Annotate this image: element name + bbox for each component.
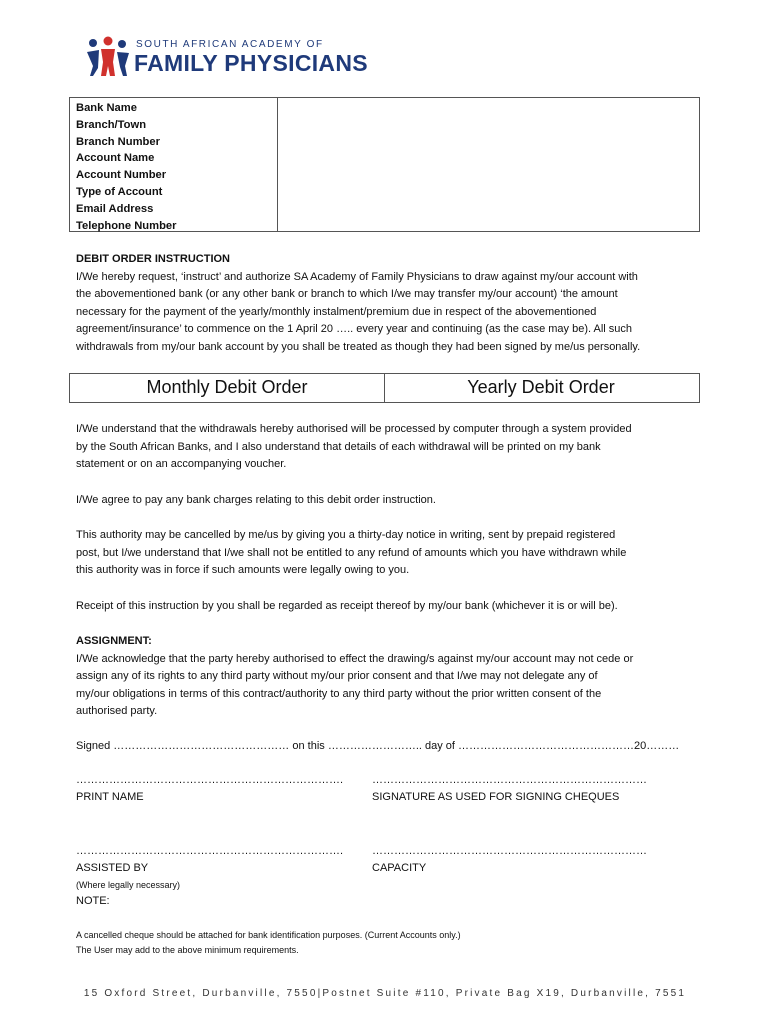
logo-title: FAMILY PHYSICIANS xyxy=(134,50,368,76)
assisted-by-label: ASSISTED BY xyxy=(76,862,149,874)
assignment-line: I/We acknowledge that the party hereby authorised to effect the drawing/s against my/our account may not cede or xyxy=(76,652,634,665)
assignment-line: authorised party. xyxy=(76,705,158,718)
paragraph-line: statement or on an accompanying voucher. xyxy=(76,458,287,471)
receipt-paragraph: Receipt of this instruction by you shall be regarded as receipt thereof by my/our bank (whichever it is or will be). xyxy=(76,600,618,612)
assignment-line: my/our obligations in terms of this contract/authority to any third party without the prior written consent of the xyxy=(76,687,602,700)
footer-address: 15 Oxford Street, Durbanville, 7550|Postnet Suite #110, Private Bag X19, Durbanville, 7551 xyxy=(83,988,687,999)
instruction-line: agreement/insurance’ to commence on the 1 April 20 ….. every year and continuing (as the case may be). All such xyxy=(76,323,632,336)
cancelled-cheque-note: A cancelled cheque should be attached for bank identification purposes. (Current Accounts only.) xyxy=(76,930,461,940)
paragraph-line: This authority may be cancelled by me/us by giving you a thirty-day notice in writing, sent by prepaid registered xyxy=(76,529,616,541)
assignment-line: assign any of its rights to any third party without my/our prior consent and that I/we may not delegate any of xyxy=(76,670,598,683)
instruction-line: necessary for the payment of the yearly/monthly instalment/premium due in respect of the abovementioned xyxy=(76,305,597,318)
bank-name-label: Bank Name xyxy=(76,102,137,114)
withdrawals-paragraph xyxy=(76,421,706,474)
monthly-debit-option[interactable]: Monthly Debit Order xyxy=(146,377,308,397)
debit-instruction-section xyxy=(76,251,706,357)
note-label: NOTE: xyxy=(76,895,110,907)
branch-number-label: Branch Number xyxy=(76,135,160,148)
bank-details-table xyxy=(69,97,700,232)
email-address-label: Email Address xyxy=(76,202,154,215)
branch-town-label: Branch/Town xyxy=(76,118,147,131)
signature-field[interactable]: ………………………………………………………………… xyxy=(372,774,647,786)
table-divider xyxy=(277,98,278,231)
cancellation-paragraph xyxy=(76,527,706,580)
paragraph-line: this authority was in force if such amounts were legally owing to you. xyxy=(76,564,410,577)
family-figures-icon xyxy=(84,36,132,80)
instruction-line: I/We hereby request, ‘instruct’ and authorize SA Academy of Family Physicians to draw against my/our account with xyxy=(76,270,638,283)
print-name-label: PRINT NAME xyxy=(76,791,144,803)
assignment-section xyxy=(76,633,706,721)
instruction-line: the abovementioned bank (or any other bank or branch to which I/we may transfer my/our account) ‘the amount xyxy=(76,288,618,301)
capacity-label: CAPACITY xyxy=(372,862,427,874)
logo-subtitle: SOUTH AFRICAN ACADEMY OF xyxy=(136,39,324,50)
debit-frequency-box xyxy=(69,373,700,403)
bank-charges-paragraph: I/We agree to pay any bank charges relating to this debit order instruction. xyxy=(76,494,436,506)
account-name-label: Account Name xyxy=(76,152,155,165)
paragraph-line: by the South African Banks, and I also understand that details of each withdrawal will be printed on my bank xyxy=(76,440,601,453)
instruction-line: withdrawals from my/our bank account by you shall be treated as though they had been signed by me/us personally. xyxy=(76,340,641,353)
capacity-field[interactable]: ………………………………………………………………… xyxy=(372,845,647,857)
assisted-by-field[interactable]: ………………………………………………………………. xyxy=(76,845,344,857)
account-number-label: Account Number xyxy=(76,169,167,182)
signature-label: SIGNATURE AS USED FOR SIGNING CHEQUES xyxy=(372,791,620,803)
telephone-number-label: Telephone Number xyxy=(76,219,177,232)
paragraph-line: I/We understand that the withdrawals hereby authorised will be processed by computer through a system provided xyxy=(76,423,632,435)
print-name-field[interactable]: ………………………………………………………………. xyxy=(76,774,344,786)
paragraph-line: post, but I/we understand that I/we shall not be entitled to any refund of amounts which you have withdrawn while xyxy=(76,546,627,559)
bank-field-labels xyxy=(76,100,177,234)
academy-logo xyxy=(84,36,424,80)
signed-date-line[interactable]: Signed ………………………………………… on this …………………….. day of …………………………………………20……… xyxy=(76,740,680,752)
where-legally-note: (Where legally necessary) xyxy=(76,880,181,890)
yearly-debit-option[interactable]: Yearly Debit Order xyxy=(467,377,615,397)
user-requirements-note: The User may add to the above minimum requirements. xyxy=(76,945,299,955)
account-type-label: Type of Account xyxy=(76,185,163,198)
assignment-heading: ASSIGNMENT: xyxy=(76,635,152,647)
debit-instruction-heading: DEBIT ORDER INSTRUCTION xyxy=(76,253,230,265)
